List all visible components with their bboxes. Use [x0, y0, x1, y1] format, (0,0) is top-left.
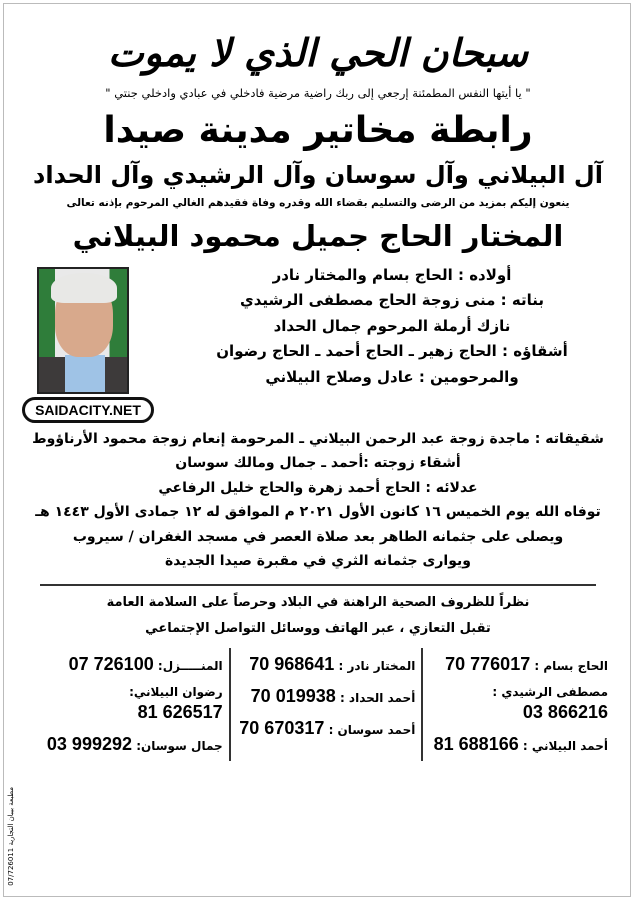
contact-item: مصطفى الرشيدي : 03 866216	[492, 684, 608, 723]
daughters-line: بناته : منى زوجة الحاج مصطفى الرشيدي	[240, 291, 544, 310]
relatives-section	[22, 263, 614, 423]
watermark-logo: SAIDACITY.NET	[22, 397, 154, 423]
contact-item: المختار نادر : 70 968641	[249, 653, 416, 674]
printer-credit: مطبعة بيبان التجارية 07/726011	[7, 787, 15, 886]
photo-block	[22, 267, 158, 423]
contacts-column	[38, 648, 231, 761]
burial-line: ويوارى جثمانه الثري في مقبرة صيدا الجديدة	[165, 553, 471, 570]
contact-item: الحاج بسام : 70 776017	[445, 653, 608, 674]
deceased-photo	[37, 267, 129, 394]
sisters-line: شقيقاته : ماجدة زوجة عبد الرحمن البيلاني ـ المرحومة إنعام زوجة محمود الأرناؤوط	[32, 430, 604, 447]
notice-line-1: نظراً للظروف الصحية الراهنة في البلاد وحرصاً على السلامة العامة	[106, 594, 530, 610]
contact-item: أحمد الحداد : 70 019938	[250, 685, 416, 706]
relatives-list	[170, 263, 614, 391]
daughter-line: نازك أرملة المرحوم جمال الحداد	[273, 316, 511, 335]
divider	[40, 584, 596, 586]
contacts-table	[38, 648, 614, 761]
quran-verse: " يا أيتها النفس المطمئنة إرجعي إلى ربك راضية مرضية فادخلي في عبادي وادخلي جنتي "	[105, 86, 531, 100]
details-list	[22, 427, 614, 574]
death-date-line: توفاه الله يوم الخميس ١٦ كانون الأول ٢٠٢١ م الموافق له ١٢ جمادى الأول ١٤٤٣ هـ	[35, 504, 601, 521]
contact-item: جمال سوسان: 03 999292	[46, 734, 223, 755]
brothers-in-law-line: عدلائه : الحاج أحمد زهرة والحاج خليل الرفاعي	[158, 479, 478, 496]
contacts-column	[231, 648, 424, 761]
contact-item: أحمد البيلاني : 81 688166	[433, 734, 608, 755]
deceased-brothers-line: والمرحومين : عادل وصلاح البيلاني	[265, 367, 519, 386]
in-laws-line: أشقاء زوجته :أحمد ـ جمال ومالك سوسان	[175, 455, 461, 472]
sons-line: أولاده : الحاج بسام والمختار نادر	[272, 265, 512, 284]
contact-item: المنـــــزل: 07 726100	[68, 653, 223, 674]
organization-title: رابطة مخاتير مدينة صيدا	[103, 110, 533, 152]
brothers-line: أشقاؤه : الحاج زهير ـ الحاج أحمد ـ الحاج رضوان	[216, 342, 568, 361]
prayer-line: ويصلى على جثمانه الطاهر بعد صلاة العصر في مسجد الغفران / سيروب	[72, 528, 564, 545]
contact-item: أحمد سوسان : 70 670317	[239, 718, 416, 739]
notice-line-2: تقبل التعازي ، عبر الهاتف ووسائل التواصل الإجتماعي	[145, 620, 491, 636]
contact-item: رضوان البيلاني: 81 626517	[129, 684, 223, 723]
contacts-column	[423, 648, 614, 761]
mourning-line: ينعون إليكم بمزيد من الرضى والتسليم بقضاء الله وقدره وفاة فقيدهم الغالي المرحوم بإذنه تعالى	[66, 197, 570, 210]
deceased-name: المختار الحاج جميل محمود البيلاني	[72, 218, 564, 253]
families-line: آل البيلاني وآل سوسان وآل الرشيدي وآل الحداد	[33, 160, 603, 189]
calligraphy-header: سبحان الحي الذي لا يموت	[107, 30, 529, 75]
